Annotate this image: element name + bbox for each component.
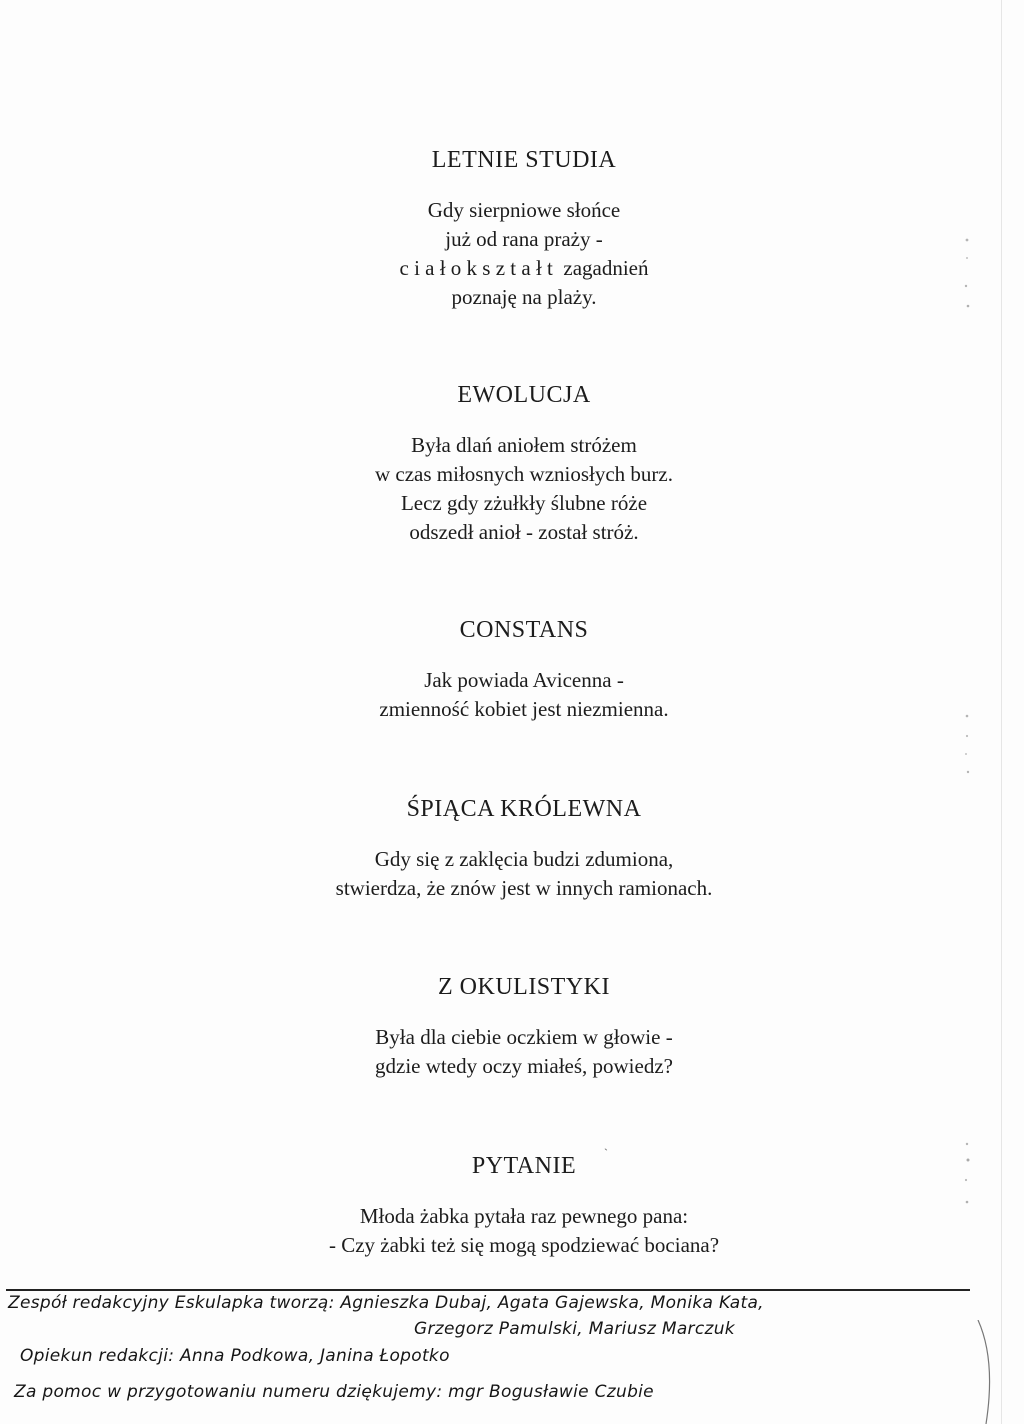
poem-title: EWOLUCJA [457,382,591,408]
poem-letnie-studia [0,147,1024,312]
poem-line: Była dla ciebie oczkiem w głowie - [375,1025,673,1049]
poem-line: - Czy żabki też się mogą spodziewać bociana? [328,1233,720,1257]
poem-line: Młoda żabka pytała raz pewnego pana: [359,1204,689,1228]
poem-line: w czas miłosnych wzniosłych burz. [374,462,673,486]
poem-title: ŚPIĄCA KRÓLEWNA [406,796,642,822]
scan-artifact-icon [960,236,974,316]
footer-divider [6,1289,970,1291]
page-corner-curl-icon [974,1320,1004,1424]
scan-edge-line [1001,0,1002,1424]
poem-title: PYTANIE [471,1153,577,1179]
footer-editorial-team-continued: Grzegorz Pamulski, Mariusz Marczuk [414,1319,735,1339]
scan-artifact-icon [960,710,974,790]
scan-artifact-mark [960,236,974,322]
poem-line: Gdy sierpniowe słońce [427,198,621,222]
poem-line: odszedł anioł - został stróż. [409,520,639,544]
poem-line: Jak powiada Avicenna - [424,668,624,692]
poem-ewolucja [0,382,1024,547]
footer-acknowledgement: Za pomoc w przygotowaniu numeru dziękujemy: mgr Bogusławie Czubie [14,1382,654,1402]
poem-pytanie [0,1153,1024,1260]
poem-line: gdzie wtedy oczy miałeś, powiedz? [375,1054,673,1078]
scan-artifact-icon [960,1140,974,1220]
poem-title: CONSTANS [459,617,589,643]
poem-line: zmienność kobiet jest niezmienna. [379,697,669,721]
poem-line: Była dlań aniołem stróżem [411,433,637,457]
poem-constans [0,617,1024,724]
poem-line: c i a ł o k s z t a ł t zagadnień [399,256,649,280]
scan-artifact-mark [960,1140,974,1226]
poem-line: Lecz gdy zżułkły ślubne róże [400,491,648,515]
scan-speck: ˋ [604,1146,608,1160]
poem-title: Z OKULISTYKI [438,974,610,1000]
poem-title: LETNIE STUDIA [431,147,617,173]
scan-artifact-mark [960,710,974,796]
poem-spiaca-krolewna [0,796,1024,903]
poem-line: Gdy się z zaklęcia budzi zdumiona, [374,847,674,871]
poem-line: poznaję na plaży. [451,285,597,309]
poem-line: już od rana praży - [445,227,603,251]
footer-editorial-team: Zespół redakcyjny Eskulapka tworzą: Agnieszka Dubaj, Agata Gajewska, Monika Kata, [8,1293,764,1313]
poem-line: stwierdza, że znów jest w innych ramionach. [335,876,713,900]
footer-editorial-supervisor: Opiekun redakcji: Anna Podkowa, Janina Łopotko [20,1346,450,1366]
poem-z-okulistyki [0,974,1024,1081]
